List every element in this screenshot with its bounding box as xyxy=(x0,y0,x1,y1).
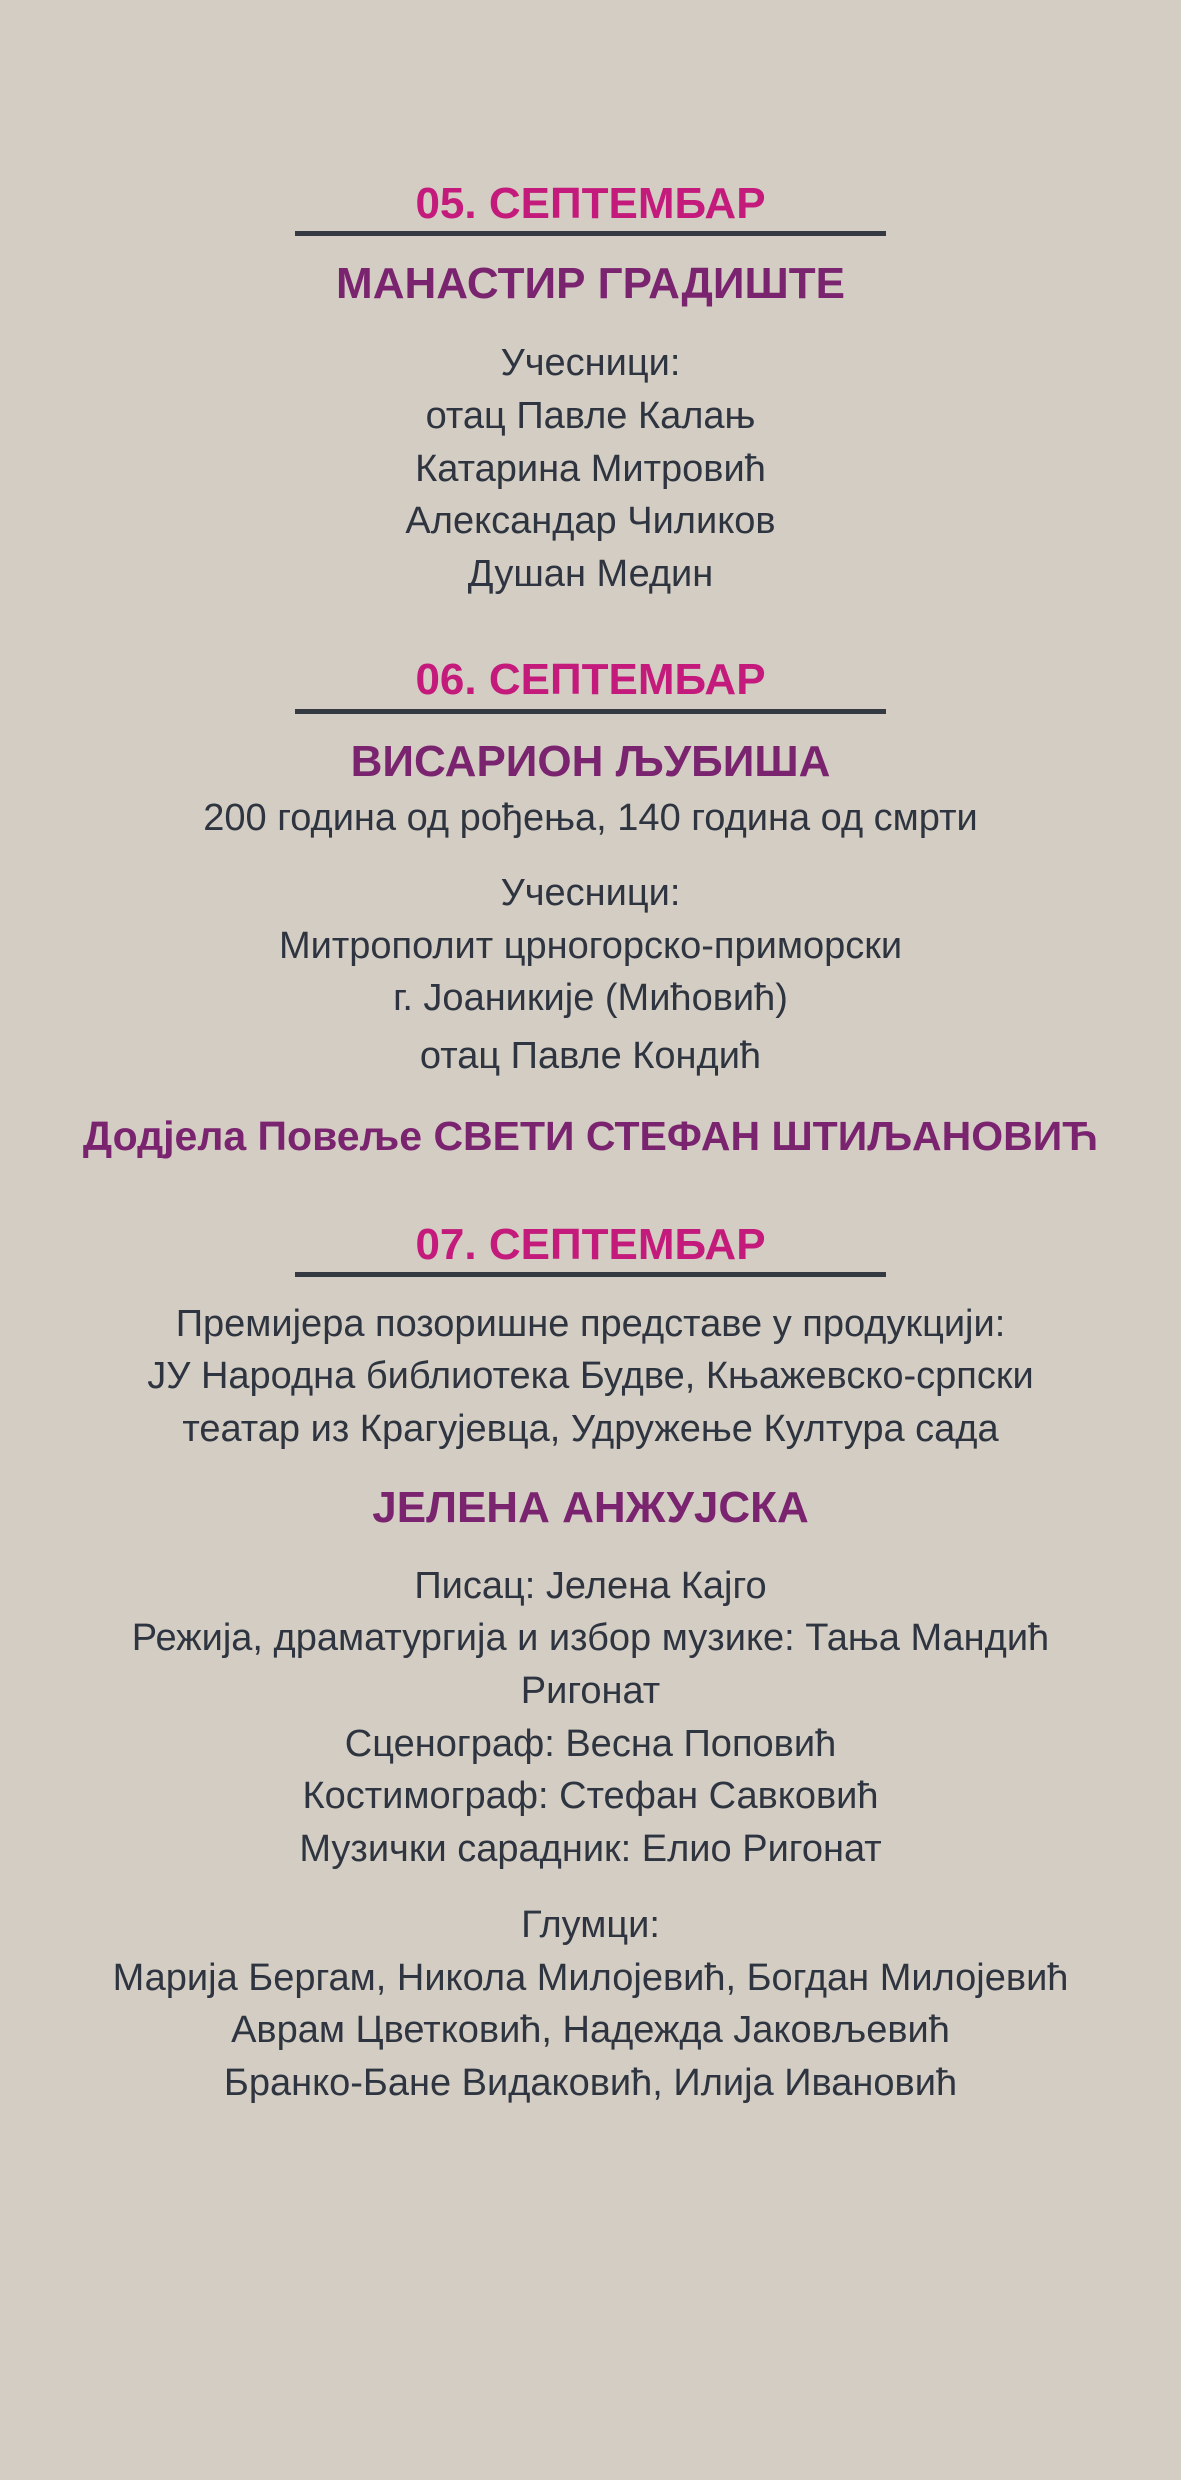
premiere-intro-line: Премијера позоришне представе у продукцији: xyxy=(175,1303,1006,1345)
participant-item: Катарина Митровић xyxy=(415,448,766,490)
actors-line: Марија Бергам, Никола Милојевић, Богдан Милојевић xyxy=(112,1957,1069,1999)
participant-item: отац Павле Кондић xyxy=(419,1035,762,1077)
divider-day3 xyxy=(295,1272,886,1277)
participant-item: Александар Чиликов xyxy=(405,500,776,542)
actors-line: Бранко-Бане Видаковић, Илија Ивановић xyxy=(223,2062,958,2104)
participant-item: отац Павле Калањ xyxy=(425,395,756,437)
date-heading-day1: 05. СЕПТЕМБАР xyxy=(415,179,766,228)
participant-item: Душан Медин xyxy=(467,553,714,595)
event-title-day1: МАНАСТИР ГРАДИШТЕ xyxy=(336,259,845,308)
credit-line: Писац: Јелена Кајго xyxy=(414,1565,767,1607)
event-title-day2: ВИСАРИОН ЉУБИША xyxy=(350,737,831,786)
participant-item: Митрополит црногорско-приморски xyxy=(278,925,903,967)
actors-label: Глумци: xyxy=(521,1904,660,1946)
credit-line: Сценограф: Весна Поповић xyxy=(344,1723,837,1765)
credit-line: Режија, драматургија и избор музике: Тања Мандић xyxy=(131,1617,1050,1659)
credit-line: Музички сарадник: Елио Ригонат xyxy=(299,1828,882,1870)
divider-day2 xyxy=(295,709,886,714)
play-title: ЈЕЛЕНА АНЖУЈСКА xyxy=(372,1483,809,1532)
date-heading-day2: 06. СЕПТЕМБАР xyxy=(415,655,766,704)
credit-line: Костимограф: Стефан Савковић xyxy=(302,1775,879,1817)
credit-line: Ригонат xyxy=(520,1670,661,1712)
actors-line: Аврам Цветковић, Надежда Јаковљевић xyxy=(231,2009,950,2051)
divider-day1 xyxy=(295,231,886,236)
event-subtitle-day2: 200 година од рођења, 140 година од смрти xyxy=(203,797,978,839)
premiere-intro-line: театар из Крагујевца, Удружење Култура сада xyxy=(182,1408,999,1450)
date-heading-day3: 07. СЕПТЕМБАР xyxy=(415,1220,766,1269)
premiere-intro-line: ЈУ Народна библиотека Будве, Књажевско-српски xyxy=(147,1355,1034,1397)
participant-item: г. Јоаникије (Мићовић) xyxy=(393,977,788,1019)
award-announcement: Додјела Повеље СВЕТИ СТЕФАН ШТИЉАНОВИЋ xyxy=(82,1113,1099,1159)
participants-label-day2: Учесници: xyxy=(500,872,681,914)
participants-label-day1: Учесници: xyxy=(500,342,681,384)
